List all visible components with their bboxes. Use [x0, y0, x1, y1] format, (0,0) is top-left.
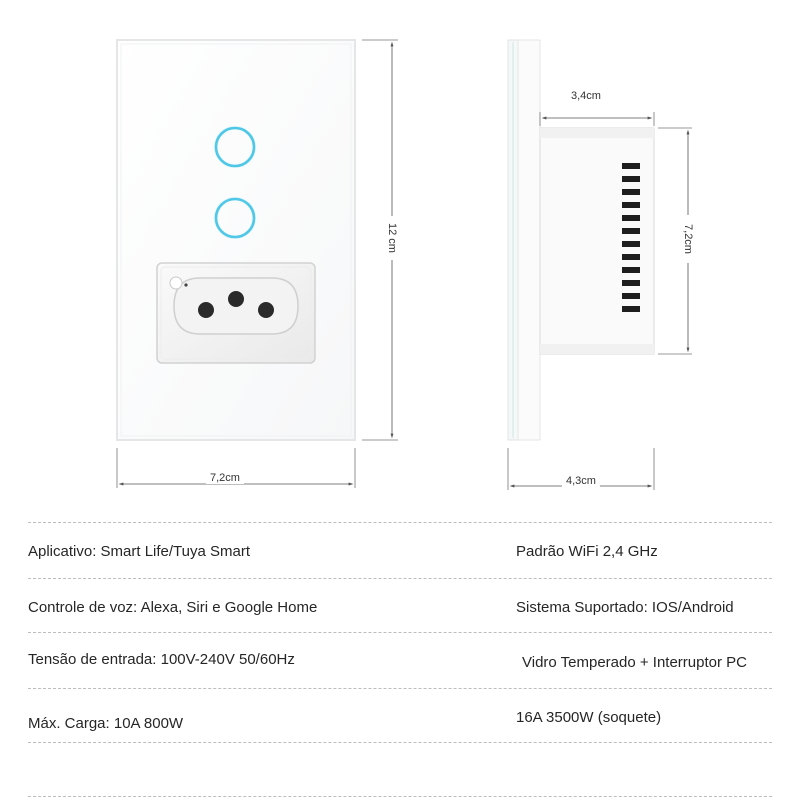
power-socket — [157, 263, 315, 363]
spec-separator — [28, 522, 772, 523]
socket-led-icon — [184, 283, 187, 286]
vent-slot — [622, 163, 640, 169]
front-width-label: 7,2cm — [206, 472, 244, 484]
vent-slot — [622, 215, 640, 221]
spec-material: Vidro Temperado + Interruptor PC — [522, 654, 747, 671]
side-depth-bottom-label: 4,3cm — [562, 475, 600, 487]
vent-slot — [622, 306, 640, 312]
side-depth-top-label: 3,4cm — [571, 90, 601, 102]
spec-wifi: Padrão WiFi 2,4 GHz — [516, 543, 658, 560]
touch-button-top[interactable] — [214, 126, 256, 168]
socket-indicator-icon — [170, 277, 182, 289]
vent-slot — [622, 189, 640, 195]
vent-slot — [622, 202, 640, 208]
spec-separator — [28, 688, 772, 689]
side-height-label: 7,2cm — [682, 215, 694, 263]
socket-hole-center — [228, 291, 244, 307]
spec-socket-load: 16A 3500W (soquete) — [516, 709, 662, 726]
spec-max-load: Máx. Carga: 10A 800W — [28, 715, 184, 732]
socket-hole-left — [198, 302, 214, 318]
vent-slot — [622, 228, 640, 234]
spec-voice-control: Controle de voz: Alexa, Siri e Google Home — [28, 599, 318, 616]
spec-input-voltage: Tensão de entrada: 100V-240V 50/60Hz — [28, 651, 295, 668]
front-height-label: 12 cm — [386, 216, 398, 260]
vent-slot — [622, 241, 640, 247]
socket-hole-right — [258, 302, 274, 318]
vent-slot — [622, 267, 640, 273]
side-top-dimension — [540, 112, 654, 126]
front-panel — [117, 40, 355, 440]
spec-separator — [28, 742, 772, 743]
spec-separator — [28, 578, 772, 579]
vent-slot — [622, 176, 640, 182]
vent-slot — [622, 280, 640, 286]
vent-slot — [622, 254, 640, 260]
spec-app: Aplicativo: Smart Life/Tuya Smart — [28, 543, 251, 560]
spec-separator — [28, 796, 772, 797]
spec-os-support: Sistema Suportado: IOS/Android — [516, 599, 734, 616]
touch-button-bottom[interactable] — [214, 197, 256, 239]
side-panel-glass — [508, 40, 540, 440]
vent-slot — [622, 293, 640, 299]
spec-separator — [28, 632, 772, 633]
